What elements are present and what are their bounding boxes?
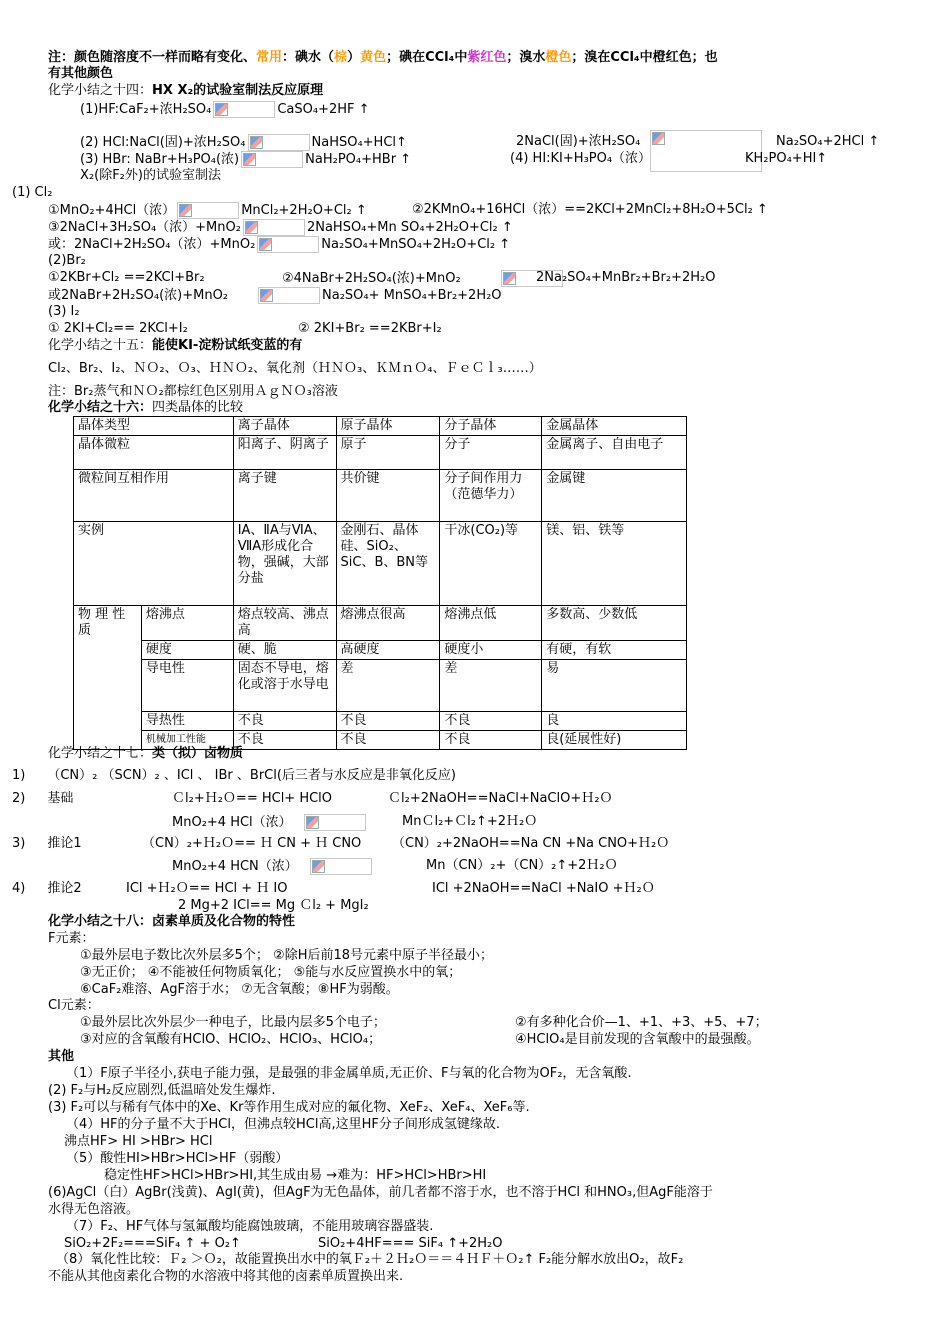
table-cell: 物 理 性 质 bbox=[74, 606, 142, 750]
table-cell: 不良 bbox=[233, 712, 336, 731]
reactants: ②4NaBr+2H₂SO₄(浓)+MnO₂ bbox=[282, 271, 461, 286]
cl2-heading: (1) Cl₂ bbox=[12, 185, 53, 200]
table-cell: 离子晶体 bbox=[233, 417, 336, 436]
other-item-7a: SiO₂+2F₂===SiF₄ ↑ + O₂↑ bbox=[64, 1236, 241, 1251]
reactants: (1)HF:CaF₂+浓H₂SO₄ bbox=[80, 102, 212, 117]
products: Na₂SO₄+ MnSO₄+Br₂+2H₂O bbox=[322, 288, 502, 303]
cl-element-line-2b: ④HClO₄是目前发现的含氧酸中的最强酸。 bbox=[515, 1032, 760, 1047]
reaction-hcl bbox=[80, 134, 407, 151]
table-cell: 分子晶体 bbox=[440, 417, 542, 436]
item-text: 推论2 bbox=[47, 881, 82, 896]
section-heading: 四类晶体的比较 bbox=[152, 400, 244, 415]
table-cell: 不良 bbox=[440, 731, 542, 750]
reaction-hi: (4) HI:KI+H₃PO₄（浓） bbox=[510, 151, 652, 166]
ki-starch-note: 注：Br₂蒸气和ＮＯ₂都棕红色区别用ＡｇＮＯ₃溶液 bbox=[48, 384, 338, 399]
table-cell: 熔沸点 bbox=[141, 606, 233, 641]
inference1-c bbox=[172, 858, 374, 875]
section-label: 化学小结之十六： bbox=[48, 400, 153, 415]
cl2-reaction-4 bbox=[48, 236, 510, 253]
table-cell: 分子 bbox=[440, 436, 542, 470]
other-item-4b: 沸点HF> HI >HBr> HCl bbox=[64, 1134, 213, 1149]
section-14-title bbox=[48, 83, 323, 99]
table-row bbox=[74, 712, 687, 731]
products: Na₂SO₄+MnSO₄+2H₂O+Cl₂ ↑ bbox=[321, 237, 511, 252]
section-18-title bbox=[48, 914, 295, 930]
table-cell: 不良 bbox=[440, 712, 542, 731]
broken-image-icon bbox=[177, 202, 239, 219]
table-cell: 金刚石、晶体硅、SiO₂、SiC、B、BN等 bbox=[336, 522, 440, 606]
table-cell: 不良 bbox=[336, 731, 440, 750]
section-15-title bbox=[48, 338, 302, 354]
cl-element-heading: Cl元素： bbox=[48, 998, 100, 1013]
purple-red-label: 紫红色 bbox=[467, 50, 507, 65]
table-row bbox=[74, 660, 687, 712]
inference1-a: （CN）₂+Ｈ₂Ｏ== Ｈ CN + Ｈ CNO bbox=[142, 836, 362, 851]
item-text: 推论1 bbox=[47, 836, 82, 851]
section-16-title bbox=[48, 400, 243, 416]
other-item-6a: (6)AgCl（白）AgBr(浅黄)、AgI(黄)，但AgF为无色晶体，前几者都不溶于水，也不溶于HCl 和HNO₃,但AgF能溶于 bbox=[48, 1185, 713, 1200]
pseudo-halogen-3 bbox=[12, 836, 82, 852]
table-cell: 金属离子、自由电子 bbox=[542, 436, 687, 470]
f-element-heading: F元素： bbox=[48, 931, 95, 946]
cl2-reaction-2: ②2KMnO₄+16HCl（浓）==2KCl+2MnCl₂+8H₂O+5Cl₂ ↑ bbox=[412, 202, 768, 217]
table-cell: 导热性 bbox=[141, 712, 233, 731]
note-text: ；碘在CCl₄中 bbox=[386, 50, 468, 65]
products: CaSO₄+2HF ↑ bbox=[277, 102, 370, 117]
table-cell: 晶体微粒 bbox=[74, 436, 234, 470]
pseudo-halogen-2 bbox=[12, 791, 73, 807]
item-number: 2) bbox=[12, 791, 26, 806]
item-number: 1) bbox=[12, 768, 26, 783]
section-heading: HX X₂的试验室制法反应原理 bbox=[152, 83, 324, 98]
section-label: 化学小结之十四： bbox=[48, 83, 153, 98]
f-element-line-2: ③无正价； ④不能被任何物质氧化； ⑤能与水反应置换水中的氧； bbox=[80, 965, 462, 980]
broken-image-icon bbox=[310, 858, 372, 875]
other-item-7: （7）F₂、HF气体与氢氟酸均能腐蚀玻璃，不能用玻璃容器盛装. bbox=[66, 1219, 434, 1234]
broken-image-icon bbox=[257, 236, 319, 253]
item-number: 3) bbox=[12, 836, 26, 851]
table-cell: 硬度 bbox=[141, 641, 233, 660]
table-cell: 干冰(CO₂)等 bbox=[440, 522, 542, 606]
base-reaction-a: Ｃl₂+Ｈ₂Ｏ== HCl+ HClO bbox=[172, 791, 333, 806]
other-item-7b: SiO₂+4HF=== SiF₄ ↑+2H₂O bbox=[318, 1236, 503, 1251]
reactants: 2NaCl(固)+浓H₂SO₄ bbox=[516, 134, 641, 149]
table-cell: 硬、脆 bbox=[233, 641, 336, 660]
table-cell: 差 bbox=[440, 660, 542, 712]
broken-image-icon bbox=[241, 151, 303, 168]
pseudo-halogen-4 bbox=[12, 881, 82, 897]
item-text: （CN）₂ （SCN）₂ 、ICl 、 IBr 、BrCl(后三者与水反应是非氧化反应) bbox=[47, 768, 456, 783]
crystal-comparison-table bbox=[73, 416, 687, 750]
reaction-hi-products: KH₂PO₄+HI↑ bbox=[745, 151, 828, 166]
inference2-b: ICl +2NaOH==NaCl +NaIO +Ｈ₂Ｏ bbox=[432, 881, 655, 896]
products: NaHSO₄+HCl↑ bbox=[311, 135, 407, 150]
note-text: 注：颜色随溶度不一样而略有变化、 bbox=[48, 50, 257, 65]
table-cell: 金属键 bbox=[542, 470, 687, 522]
base-reaction-b: Ｃl₂+2NaOH==NaCl+NaClO+Ｈ₂Ｏ bbox=[388, 791, 613, 806]
base-reaction-d: MnＣl₂+Ｃl₂↑+2Ｈ₂Ｏ bbox=[402, 814, 538, 829]
table-row bbox=[74, 522, 687, 606]
br2-reaction-1: ①2KBr+Cl₂ ==2KCl+Br₂ bbox=[48, 270, 205, 285]
section-label: 化学小结之十八： bbox=[48, 914, 153, 929]
table-cell: 晶体类型 bbox=[74, 417, 234, 436]
yellow-label: 黄色 bbox=[360, 50, 387, 65]
common-label: 常用 bbox=[256, 50, 283, 65]
reactants: MnO₂+4 HCN（浓） bbox=[172, 859, 298, 874]
table-cell: 实例 bbox=[74, 522, 234, 606]
reactants: ③2NaCl+3H₂SO₄（浓）+MnO₂ bbox=[48, 220, 241, 235]
i2-reaction-2: ② 2KI+Br₂ ==2KBr+I₂ bbox=[298, 321, 442, 336]
other-item-3: (3) F₂可以与稀有气体中的Xe、Kr等作用生成对应的氟化物、XeF₂、XeF₄、XeF₆等. bbox=[48, 1100, 530, 1115]
table-cell: ⅠA、ⅡA与ⅥA、ⅦA形成化合物，强碱，大部分盐 bbox=[233, 522, 336, 606]
note-text: ） bbox=[347, 50, 361, 65]
reactants: 或：2NaCl+2H₂SO₄（浓）+MnO₂ bbox=[48, 237, 256, 252]
section-label: 化学小结之十五： bbox=[48, 338, 153, 353]
f-element-line-3: ⑥CaF₂难溶、AgF溶于水； ⑦无含氧酸；⑧HF为弱酸。 bbox=[80, 982, 399, 997]
products: 2NaHSO₄+Mn SO₄+2H₂O+Cl₂ ↑ bbox=[306, 220, 513, 235]
table-cell: 金属晶体 bbox=[542, 417, 687, 436]
base-reaction-c bbox=[172, 814, 368, 831]
inference1-d: Mn（CN）₂+（CN）₂↑+2Ｈ₂Ｏ bbox=[426, 858, 618, 873]
other-item-6b: 水得无色溶液。 bbox=[48, 1202, 140, 1217]
table-cell: 差 bbox=[336, 660, 440, 712]
reaction-hbr bbox=[80, 151, 411, 168]
reaction-hcl-2-products: Na₂SO₄+2HCl ↑ bbox=[776, 134, 880, 149]
x2-heading: X₂(除F₂外)的试验室制法 bbox=[80, 168, 221, 183]
reactants: MnO₂+4 HCl（浓） bbox=[172, 815, 292, 830]
item-text: 基础 bbox=[47, 791, 74, 806]
reactants: 或2NaBr+2H₂SO₄(浓)+MnO₂ bbox=[48, 288, 229, 303]
table-cell: 微粒间互相作用 bbox=[74, 470, 234, 522]
table-row bbox=[74, 641, 687, 660]
table-cell: 原子 bbox=[336, 436, 440, 470]
br2-reaction-3 bbox=[48, 287, 502, 304]
inference1-b: （CN）₂+2NaOH==Na CN +Na CNO+Ｈ₂Ｏ bbox=[392, 836, 670, 851]
cl-element-line-1b: ②有多种化合价—1、+1、+3、+5、+7； bbox=[515, 1015, 768, 1030]
br2-reaction-2-products: 2Na₂SO₄+MnBr₂+Br₂+2H₂O bbox=[536, 270, 716, 285]
inference2-a: ICl +Ｈ₂Ｏ== HCl + Ｈ IO bbox=[126, 881, 288, 896]
broken-image-icon bbox=[213, 101, 275, 118]
table-cell: 分子间作用力（范德华力） bbox=[440, 470, 542, 522]
f-element-line-1: ①最外层电子数比次外层多5个； ②除H后前18号元素中原子半径最小； bbox=[80, 948, 494, 963]
table-cell: 良 bbox=[542, 712, 687, 731]
other-item-5b: 稳定性HF>HCl>HBr>HI,其生成由易 →难为：HF>HCl>HBr>HI bbox=[104, 1168, 487, 1183]
table-cell: 易 bbox=[542, 660, 687, 712]
section-17-title bbox=[48, 746, 243, 762]
reactants: ①MnO₂+4HCl（浓） bbox=[48, 203, 176, 218]
note-text: ：碘水（ bbox=[282, 50, 335, 65]
table-cell: 镁、铝、铁等 bbox=[542, 522, 687, 606]
other-heading: 其他 bbox=[48, 1049, 75, 1064]
other-item-2: (2) F₂与H₂反应剧烈,低温暗处发生爆炸. bbox=[48, 1083, 276, 1098]
ki-starch-list: Cl₂、Br₂、I₂、ＮＯ₂、Ｏ₃、ＨＮＯ₂、氧化剂（ＨＮＯ₃、ＫＭｎＯ₄、ＦｅＣｌ₃……） bbox=[48, 361, 542, 376]
color-note-line-2: 有其他颜色 bbox=[48, 66, 114, 81]
reaction-hf bbox=[80, 101, 370, 118]
item-number: 4) bbox=[12, 881, 26, 896]
other-item-8b: 不能从其他卤素化合物的水溶液中将其他的卤素单质置换出来. bbox=[48, 1269, 404, 1284]
table-cell: 不良 bbox=[336, 712, 440, 731]
other-item-5: （5）酸性HI>HBr>HCl>HF（弱酸） bbox=[66, 1151, 289, 1166]
table-cell: 良(延展性好) bbox=[542, 731, 687, 750]
reactants: (3) HBr: NaBr+H₃PO₄(浓) bbox=[80, 152, 240, 167]
reaction-hcl-2 bbox=[516, 134, 640, 150]
table-row bbox=[74, 436, 687, 470]
cl2-reaction-3 bbox=[48, 219, 513, 236]
table-cell: 熔沸点低 bbox=[440, 606, 542, 641]
broken-image-icon bbox=[304, 814, 366, 831]
products: MnCl₂+2H₂O+Cl₂ ↑ bbox=[241, 203, 367, 218]
note-text: ；溴在CCl₄中橙红色；也 bbox=[571, 50, 718, 65]
table-row bbox=[74, 470, 687, 522]
products: NaH₂PO₄+HBr ↑ bbox=[305, 152, 412, 167]
table-cell: 熔点较高、沸点高 bbox=[233, 606, 336, 641]
broken-image-icon bbox=[248, 134, 310, 151]
cl-element-line-1a: ①最外层比次外层少一种电子，比最内层多5个电子； bbox=[80, 1015, 386, 1030]
section-heading: 类（拟）卤物质 bbox=[152, 746, 244, 761]
br2-reaction-2 bbox=[282, 270, 565, 287]
table-cell: 熔沸点很高 bbox=[336, 606, 440, 641]
broken-image-icon bbox=[258, 287, 320, 304]
other-item-8a: （8）氧化性比较：Ｆ₂ ＞Ｏ₂，故能置换出水中的氧Ｆ₂＋２Ｈ₂Ｏ＝＝４ＨＦ＋Ｏ₂↑ F₂能分解水放出O₂，故F₂ bbox=[56, 1252, 684, 1267]
i2-reaction-1: ① 2KI+Cl₂== 2KCl+I₂ bbox=[48, 321, 188, 336]
watermark-1 bbox=[660, 966, 698, 1015]
section-heading: 能使KI-淀粉试纸变蓝的有 bbox=[152, 338, 303, 353]
cl2-reaction-1 bbox=[48, 202, 367, 219]
table-cell: 阳离子、阴离子 bbox=[233, 436, 336, 470]
table-cell: 硬度小 bbox=[440, 641, 542, 660]
broken-image-icon bbox=[243, 219, 305, 236]
inference2-c: 2 Mg+2 ICl== Mg Ｃl₂ + MgI₂ bbox=[178, 898, 369, 913]
cl-element-line-2a: ③对应的含氧酸有HClO、HClO₂、HClO₃、HClO₄； bbox=[80, 1032, 382, 1047]
table-cell: 多数高、少数低 bbox=[542, 606, 687, 641]
reactants: (2) HCl:NaCl(固)+浓H₂SO₄ bbox=[80, 135, 246, 150]
table-row bbox=[74, 417, 687, 436]
color-note-line bbox=[48, 50, 718, 66]
orange-label: 橙色 bbox=[545, 50, 572, 65]
brown-label: 棕 bbox=[334, 50, 348, 65]
table-cell: 有硬，有软 bbox=[542, 641, 687, 660]
br2-heading: (2)Br₂ bbox=[48, 253, 86, 268]
table-cell: 机械加工性能 bbox=[141, 731, 233, 750]
table-cell: 离子键 bbox=[233, 470, 336, 522]
pseudo-halogen-1 bbox=[12, 768, 456, 784]
table-cell: 原子晶体 bbox=[336, 417, 440, 436]
table-cell: 不良 bbox=[233, 731, 336, 750]
table-cell: 导电性 bbox=[141, 660, 233, 712]
i2-heading: (3) I₂ bbox=[48, 304, 80, 319]
table-cell: 固态不导电，熔化或溶于水导电 bbox=[233, 660, 336, 712]
section-label: 化学小结之十七： bbox=[48, 746, 153, 761]
table-cell: 共价键 bbox=[336, 470, 440, 522]
other-item-1: （1）F原子半径小,获电子能力强，是最强的非金属单质,无正价、F与氧的化合物为OF₂，无含氧酸. bbox=[66, 1066, 632, 1081]
other-item-4: （4）HF的分子量不大于HCl，但沸点较HCl高,这里HF分子间形成氢键缘故. bbox=[66, 1117, 500, 1132]
table-row bbox=[74, 606, 687, 641]
note-text: ；溴水 bbox=[506, 50, 546, 65]
table-cell: 高硬度 bbox=[336, 641, 440, 660]
section-heading: 卤素单质及化合物的特性 bbox=[152, 914, 296, 929]
